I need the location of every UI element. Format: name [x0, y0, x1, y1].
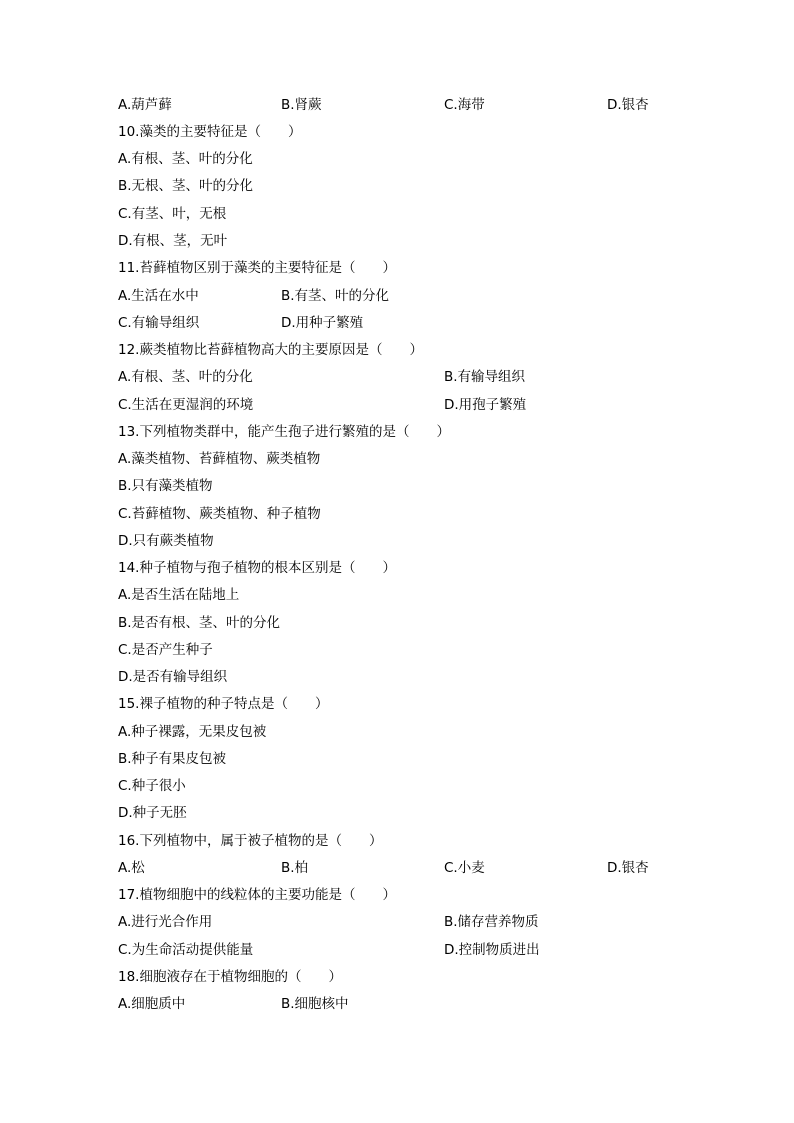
option-a: A.是否生活在陆地上 [118, 587, 240, 603]
option-b: B.肾蕨 [281, 97, 322, 113]
option-d: D.有根、茎，无叶 [118, 233, 228, 249]
option-d: D.银杏 [607, 97, 649, 113]
option-c: C.有茎、叶，无根 [118, 206, 227, 222]
option-a: A.藻类植物、苔藓植物、蕨类植物 [118, 451, 321, 467]
option-c: C.海带 [444, 97, 485, 113]
question-12-stem: 12.蕨类植物比苔藓植物高大的主要原因是（ ） [118, 342, 423, 358]
question-16-stem: 16.下列植物中，属于被子植物的是（ ） [118, 833, 383, 849]
option-c: C.种子很小 [118, 778, 186, 794]
question-10-stem: 10.藻类的主要特征是（ ） [118, 124, 302, 140]
option-b: B.只有藻类植物 [118, 478, 213, 494]
question-15-stem: 15.裸子植物的种子特点是（ ） [118, 696, 329, 712]
option-b: B.无根、茎、叶的分化 [118, 178, 254, 194]
question-14-stem: 14.种子植物与孢子植物的根本区别是（ ） [118, 560, 396, 576]
option-c: C.生活在更湿润的环境 [118, 397, 254, 413]
option-d: D.银杏 [607, 860, 649, 876]
option-a: A.细胞质中 [118, 996, 186, 1012]
option-a: A.种子裸露，无果皮包被 [118, 724, 267, 740]
option-c: C.为生命活动提供能量 [118, 942, 254, 958]
option-c: C.有输导组织 [118, 315, 200, 331]
option-d: D.控制物质进出 [444, 942, 540, 958]
option-d: D.用孢子繁殖 [444, 397, 527, 413]
option-a: A.有根、茎、叶的分化 [118, 369, 253, 385]
option-b: B.细胞核中 [281, 996, 349, 1012]
question-13-stem: 13.下列植物类群中，能产生孢子进行繁殖的是（ ） [118, 424, 450, 440]
option-b: B.有茎、叶的分化 [281, 288, 390, 304]
option-c: C.是否产生种子 [118, 642, 213, 658]
option-d: D.用种子繁殖 [281, 315, 364, 331]
question-18-stem: 18.细胞液存在于植物细胞的（ ） [118, 969, 342, 985]
question-11-stem: 11.苔藓植物区别于藻类的主要特征是（ ） [118, 260, 396, 276]
option-a: A.生活在水中 [118, 288, 199, 304]
option-d: D.种子无胚 [118, 805, 187, 821]
option-d: D.只有蕨类植物 [118, 533, 214, 549]
option-b: B.种子有果皮包被 [118, 751, 227, 767]
option-a: A.有根、茎、叶的分化 [118, 151, 253, 167]
question-17-stem: 17.植物细胞中的线粒体的主要功能是（ ） [118, 887, 396, 903]
option-b: B.储存营养物质 [444, 914, 539, 930]
option-c: C.苔藓植物、蕨类植物、种子植物 [118, 506, 321, 522]
option-b: B.柏 [281, 860, 309, 876]
option-a: A.葫芦藓 [118, 97, 172, 113]
option-c: C.小麦 [444, 860, 485, 876]
option-a: A.进行光合作用 [118, 914, 213, 930]
option-b: B.有输导组织 [444, 369, 526, 385]
option-b: B.是否有根、茎、叶的分化 [118, 615, 281, 631]
option-d: D.是否有输导组织 [118, 669, 228, 685]
option-a: A.松 [118, 860, 145, 876]
